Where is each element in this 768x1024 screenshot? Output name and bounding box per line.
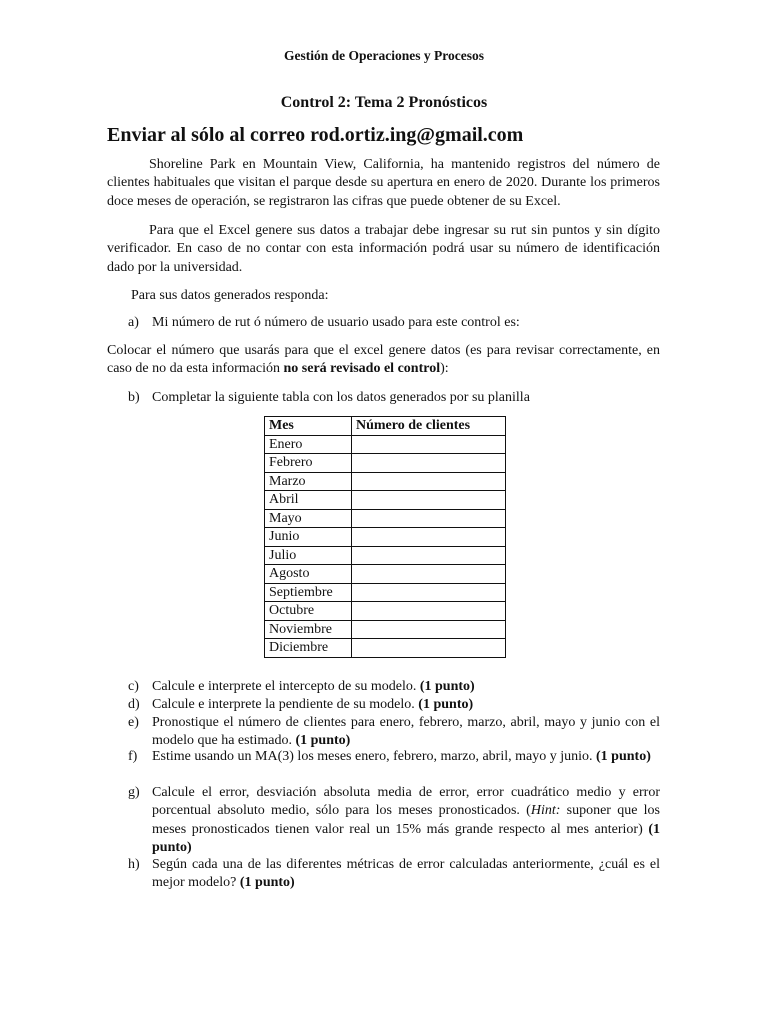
month-cell: Octubre <box>265 602 352 621</box>
table-row <box>265 472 506 491</box>
question-g-text-2: suponer que los meses pronosticados tienen valor real un 15% más grande respecto al mes anterior) <box>152 803 660 837</box>
month-cell: Septiembre <box>265 583 352 602</box>
course-name: Gestión de Operaciones y Procesos <box>284 48 484 63</box>
question-b-letter: b) <box>128 390 140 405</box>
clients-cell[interactable] <box>352 454 506 473</box>
table-row <box>265 435 506 454</box>
note-bold: no será revisado el control <box>283 361 441 377</box>
note-paragraph <box>107 342 660 379</box>
question-e-text: Pronostique el número de clientes para enero, febrero, marzo, abril, mayo y junio con el modelo que ha estimado. <box>152 715 660 749</box>
table-row <box>265 565 506 584</box>
table-row <box>265 602 506 621</box>
question-d-points: (1 punto) <box>418 697 474 712</box>
question-f-points: (1 punto) <box>596 749 651 764</box>
clients-cell[interactable] <box>352 602 506 621</box>
question-a-letter: a) <box>128 315 139 330</box>
question-g-points: (1 punto) <box>152 821 660 855</box>
question-d-letter: d) <box>128 697 140 712</box>
question-g-letter: g) <box>128 785 140 800</box>
header-month: Mes <box>265 417 352 436</box>
table-row <box>265 620 506 639</box>
question-a <box>128 314 660 332</box>
question-c-points: (1 punto) <box>419 679 475 694</box>
month-cell: Enero <box>265 435 352 454</box>
question-a-text: Mi número de rut ó número de usuario usado para este control es: <box>152 315 520 330</box>
table-row <box>265 454 506 473</box>
header-clients: Número de clientes <box>352 417 506 436</box>
clients-cell[interactable] <box>352 435 506 454</box>
clients-cell[interactable] <box>352 639 506 658</box>
question-g <box>128 784 660 857</box>
note-tail: ): <box>440 361 449 377</box>
clients-cell[interactable] <box>352 620 506 639</box>
question-h-points: (1 punto) <box>239 875 295 891</box>
month-cell: Marzo <box>265 472 352 491</box>
question-h-letter: h) <box>128 857 140 872</box>
question-e-points: (1 punto) <box>295 733 351 749</box>
clients-cell[interactable] <box>352 565 506 584</box>
question-e <box>128 714 660 751</box>
month-cell: Agosto <box>265 565 352 584</box>
month-cell: Abril <box>265 491 352 510</box>
table-row <box>265 509 506 528</box>
question-f-letter: f) <box>128 749 138 764</box>
intro-paragraph-2: Para que el Excel genere sus datos a trabajar debe ingresar su rut sin puntos y sin dígito verificador. En caso de no contar con esta información podrá usar su número de identificación dado por la universidad. <box>107 223 660 275</box>
question-h <box>128 856 660 893</box>
table-header-row <box>265 417 506 436</box>
table-row <box>265 583 506 602</box>
month-cell: Febrero <box>265 454 352 473</box>
clients-cell[interactable] <box>352 509 506 528</box>
intro-paragraph-3: Para sus datos generados responda: <box>131 288 329 303</box>
month-cell: Mayo <box>265 509 352 528</box>
note-text: Colocar el número que usarás para que el excel genere datos (es para revisar correctamente, en caso de no da esta información <box>107 343 660 377</box>
month-cell: Diciembre <box>265 639 352 658</box>
question-d-text: Calcule e interprete la pendiente de su modelo. <box>152 697 419 712</box>
question-f <box>128 748 660 766</box>
question-f-text: Estime usando un MA(3) los meses enero, febrero, marzo, abril, mayo y junio. <box>152 749 597 764</box>
month-cell: Julio <box>265 546 352 565</box>
clients-cell[interactable] <box>352 583 506 602</box>
question-h-text: Según cada una de las diferentes métricas de error calculadas anteriormente, ¿cuál es el mejor modelo? <box>152 857 660 891</box>
question-c-letter: c) <box>128 679 139 694</box>
month-cell: Junio <box>265 528 352 547</box>
question-d <box>128 696 660 714</box>
table-row <box>265 639 506 658</box>
table-row <box>265 491 506 510</box>
send-instruction: Enviar al sólo al correo rod.ortiz.ing@gmail.com <box>107 124 524 146</box>
clients-cell[interactable] <box>352 546 506 565</box>
control-title: Control 2: Tema 2 Pronósticos <box>280 94 488 111</box>
table-row <box>265 528 506 547</box>
question-e-letter: e) <box>128 715 139 730</box>
table-row <box>265 546 506 565</box>
question-c <box>128 678 660 696</box>
clients-cell[interactable] <box>352 491 506 510</box>
month-cell: Noviembre <box>265 620 352 639</box>
question-g-hint: Hint: <box>530 803 561 819</box>
clients-cell[interactable] <box>352 528 506 547</box>
question-c-text: Calcule e interprete el intercepto de su modelo. <box>152 679 420 694</box>
clients-table <box>264 416 506 658</box>
question-b <box>128 389 660 407</box>
question-b-text: Completar la siguiente tabla con los datos generados por su planilla <box>152 390 530 405</box>
question-g-text: Calcule el error, desviación absoluta media de error, error cuadrático medio y error porcentual absoluto medio, sólo para los meses pronosticados. ( <box>152 785 660 819</box>
clients-cell[interactable] <box>352 472 506 491</box>
intro-paragraph-1: Shoreline Park en Mountain View, California, ha mantenido registros del número de clientes habituales que visitan el parque desde su apertura en enero de 2020. Durante los primeros doce meses de operación, se registraron las cifras que puede obtener de su Excel. <box>107 157 660 209</box>
